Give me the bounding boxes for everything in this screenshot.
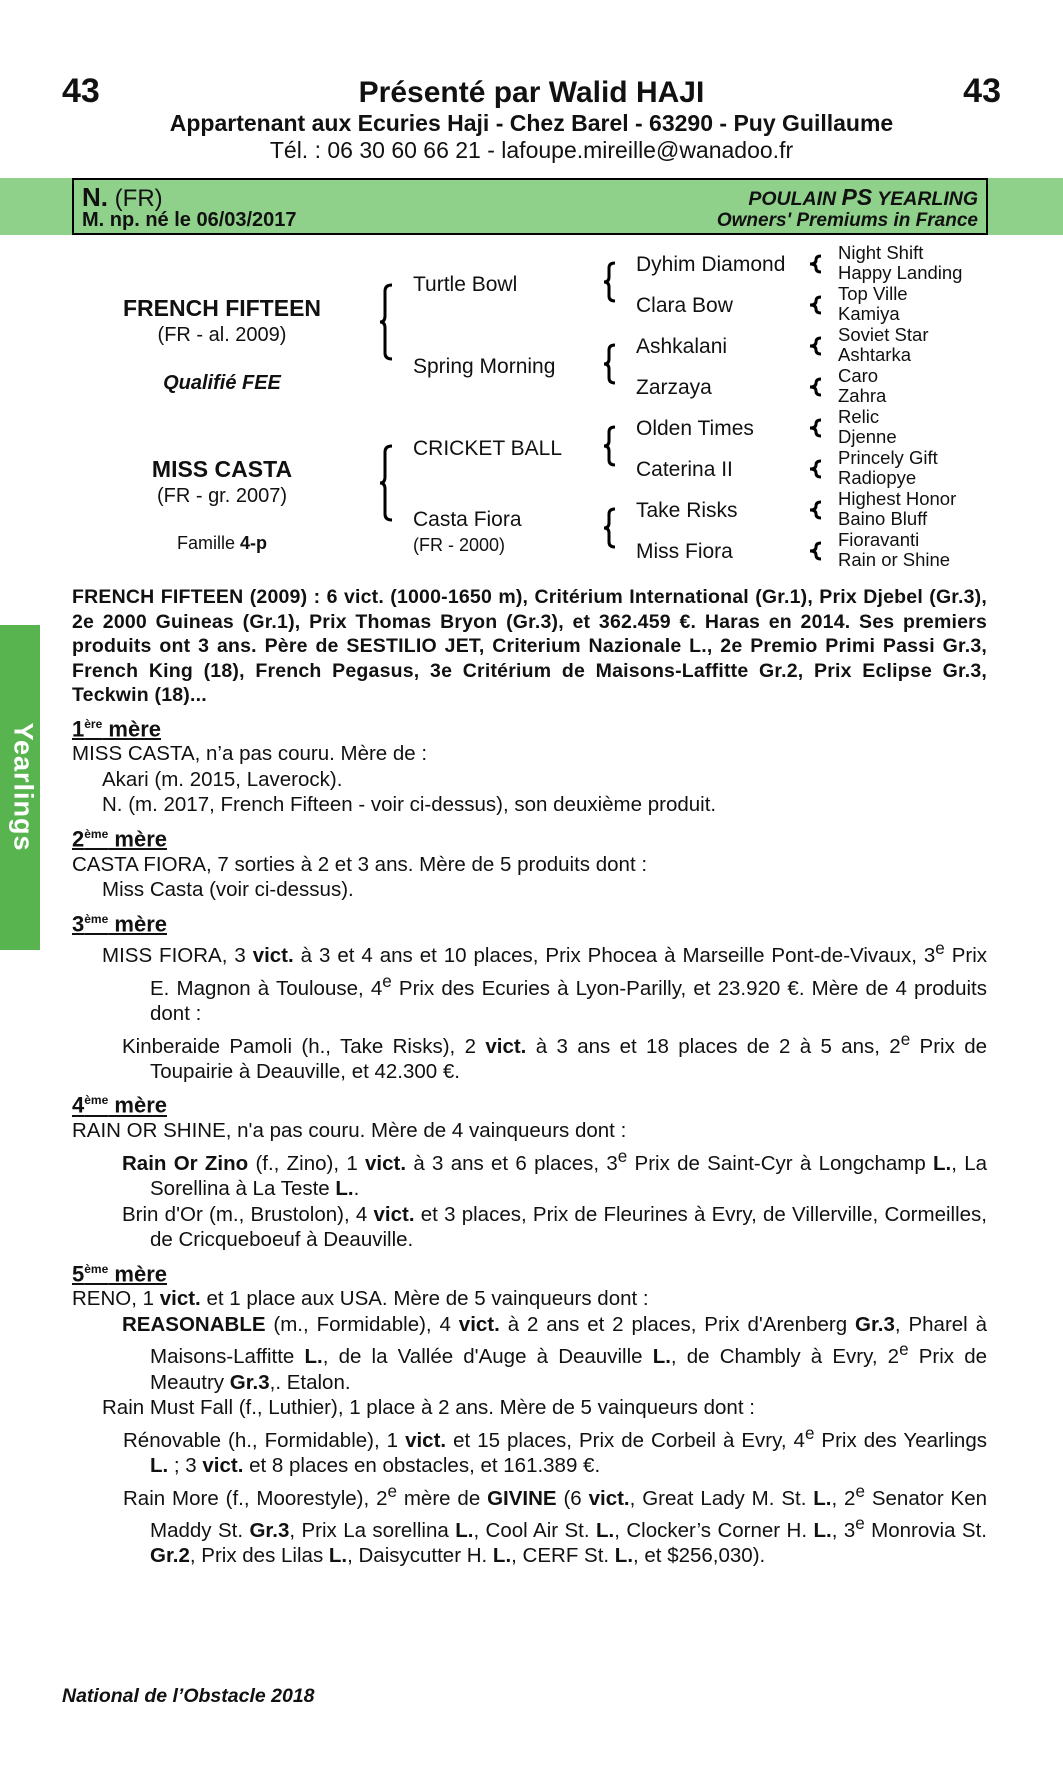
- first-dam-line: MISS CASTA, n’a pas couru. Mère de :: [72, 742, 428, 766]
- pedigree-sire-origin: (FR - al. 2009): [157, 324, 287, 346]
- pedigree-gen2-name: Spring Morning: [413, 355, 556, 378]
- owner-line: Appartenant aux Ecuries Haji - Chez Barel - 63290 - Puy Guillaume: [169, 110, 894, 136]
- pedigree-gen4-name: Relic: [838, 406, 880, 427]
- pedigree-gen4-name: Top Ville: [838, 283, 908, 304]
- pedigree-sire-note: Qualifié FEE: [163, 372, 281, 394]
- fifth-dam-heading: 5ème mère: [72, 1260, 167, 1286]
- pedigree-gen2-name: Turtle Bowl: [413, 273, 518, 296]
- pedigree-gen4-name: Baino Bluff: [838, 508, 928, 529]
- produce-entry: Kinberaide Pamoli (h., Take Risks), 2 vict. à 3 ans et 18 places de 2 à 5 ans, 2e Prix de Toupairie à Deauville, et 42.300 €.: [122, 1029, 988, 1083]
- side-tab-label: Yearlings: [8, 722, 39, 852]
- horse-category: [748, 184, 978, 211]
- category-suffix: YEARLING: [872, 188, 978, 210]
- horse-premiums: Owners' Premiums in France: [716, 210, 978, 231]
- pedigree-gen4-name: Princely Gift: [838, 447, 938, 468]
- pedigree-gen3-name: Olden Times: [636, 417, 754, 440]
- pedigree-gen3-name: Zarzaya: [636, 376, 712, 399]
- produce-entry: Miss Casta (voir ci-dessus).: [102, 878, 354, 902]
- pedigree-brace: [810, 377, 822, 397]
- produce-entry: Brin d'Or (m., Brustolon), 4 vict. et 3 places, Prix de Fleurines à Evry, de Villerville, Cormeilles, de Cricqueboeuf à Deauville.: [122, 1202, 987, 1252]
- third-dam-line: MISS FIORA, 3 vict. à 3 et 4 ans et 10 places, Prix Phocea à Marseille Pont-de-Vivaux, 3e Prix E. Magnon à Toulouse, 4e Prix des Ecuries à Lyon-Parilly, et 23.920 €. Mère de 4 produits dont :: [102, 939, 987, 1026]
- pedigree-gen3-name: Caterina II: [636, 458, 733, 481]
- horse-birth: M. np. né le 06/03/2017: [82, 209, 297, 231]
- page-title: Présenté par Walid HAJI: [358, 76, 705, 109]
- pedigree-gen2-name: CRICKET BALL: [413, 437, 562, 460]
- pedigree-gen4-name: Zahra: [838, 385, 887, 406]
- pedigree-gen4-name: Rain or Shine: [838, 549, 951, 570]
- fourth-dam-line: RAIN OR SHINE, n'a pas couru. Mère de 4 vainqueurs dont :: [72, 1119, 627, 1143]
- produce-entry: REASONABLE (m., Formidable), 4 vict. à 2 ans et 2 places, Prix d'Arenberg Gr.3, Pharel à Maisons-Laffitte L., de la Vallée d'Auge à Deauville L., de Chambly à Evry, 2e Prix de Meautry Gr.3,. Etalon.: [122, 1312, 988, 1394]
- fourth-dam-heading: 4ème mère: [72, 1092, 167, 1118]
- pedigree-gen3-name: Dyhim Diamond: [636, 253, 786, 276]
- family-value: 4-p: [240, 533, 267, 553]
- pedigree-brace: [604, 425, 616, 467]
- horse-identity-box: [72, 178, 988, 235]
- lot-number-right: 43: [963, 72, 1001, 110]
- pedigree-brace: [810, 295, 822, 315]
- pedigree-brace: [604, 343, 616, 385]
- pedigree-brace: [810, 254, 822, 274]
- pedigree-gen4-name: Ashtarka: [838, 344, 912, 365]
- horse-name: N.: [82, 182, 108, 212]
- second-dam-line: CASTA FIORA, 7 sorties à 2 et 3 ans. Mère de 5 produits dont :: [72, 852, 648, 876]
- pedigree-brace: [810, 336, 822, 356]
- horse-country: (FR): [114, 185, 163, 212]
- pedigree-gen4-name: Highest Honor: [838, 488, 957, 509]
- produce-entry: Rain Must Fall (f., Luthier), 1 place à 2 ans. Mère de 5 vainqueurs dont :: [102, 1396, 755, 1420]
- produce-entry: Akari (m. 2015, Laverock).: [102, 767, 343, 791]
- second-dam-heading: 2ème mère: [72, 826, 167, 852]
- pedigree-brace: [604, 261, 616, 303]
- sire-summary: FRENCH FIFTEEN (2009) : 6 vict. (1000-1650 m), Critérium International (Gr.1), Prix Djebel (Gr.3), 2e 2000 Guineas (Gr.1), Prix Thomas Bryon (Gr.3), et 362.459 €. Haras en 2014. Ses premiers produits ont 3 ans. Père de SESTILIO JET, Criterium Nazionale L., 2e Premio Primi Passi Gr.3, French King (18), French Pegasus, 3e Critérium de Maisons-Laffitte Gr.2, Prix Eclipse Gr.3, Teckwin (18)...: [72, 586, 987, 706]
- pedigree-notes: [72, 585, 987, 1569]
- pedigree-brace: [810, 500, 822, 520]
- pedigree-gen4-name: Caro: [838, 365, 879, 386]
- produce-entry: Rain More (f., Moorestyle), 2e mère de GIVINE (6 vict., Great Lady M. St. L., 2e Senator Ken Maddy St. Gr.3, Prix La sorellina L., Cool Air St. L., Clocker’s Corner H. L., 3e Monrovia St. Gr.2, Prix des Lilas L., Daisycutter H. L., CERF St. L., et $256,030).: [123, 1481, 987, 1568]
- pedigree-gen2-note: (FR - 2000): [413, 535, 506, 555]
- third-dam-heading: 3ème mère: [72, 910, 167, 936]
- pedigree-sire: FRENCH FIFTEEN: [122, 295, 322, 321]
- pedigree-brace: [380, 444, 394, 522]
- pedigree-gen3-name: Miss Fiora: [636, 540, 733, 563]
- pedigree-gen2-name: Casta Fiora: [413, 508, 522, 531]
- pedigree-gen4-name: Happy Landing: [838, 262, 963, 283]
- family-label: Famille: [176, 533, 240, 553]
- page-footer: National de l’Obstacle 2018: [62, 1685, 315, 1707]
- produce-entry: Rain Or Zino (f., Zino), 1 vict. à 3 ans et 6 places, 3e Prix de Saint-Cyr à Longchamp L., La Sorellina à La Teste L..: [122, 1146, 987, 1201]
- pedigree-gen4-name: Djenne: [838, 426, 897, 447]
- category-ps: PS: [841, 184, 873, 210]
- pedigree-brace: [380, 283, 394, 361]
- pedigree-brace: [810, 541, 822, 561]
- pedigree-gen3-name: Take Risks: [636, 499, 738, 522]
- pedigree-brace: [604, 507, 616, 549]
- pedigree-gen4-name: Radiopye: [838, 467, 917, 488]
- pedigree-gen4-name: Soviet Star: [838, 324, 929, 345]
- lot-number-left: 43: [62, 72, 100, 110]
- pedigree-brace: [810, 459, 822, 479]
- fifth-dam-line: RENO, 1 vict. et 1 place aux USA. Mère de 5 vainqueurs dont :: [72, 1287, 649, 1311]
- produce-entry: Rénovable (h., Formidable), 1 vict. et 15 places, Prix de Corbeil à Evry, 4e Prix des Yearlings L. ; 3 vict. et 8 places en obstacles, et 161.389 €.: [123, 1423, 987, 1478]
- pedigree-dam-origin: (FR - gr. 2007): [156, 485, 288, 507]
- category-prefix: POULAIN: [748, 188, 842, 210]
- first-dam-heading: 1ère mère: [72, 715, 161, 741]
- contact-line: Tél. : 06 30 60 66 21 - lafoupe.mireille@wanadoo.fr: [269, 137, 794, 163]
- pedigree-gen4-name: Kamiya: [838, 303, 900, 324]
- produce-entry: N. (m. 2017, French Fifteen - voir ci-dessus), son deuxième produit.: [102, 793, 717, 817]
- pedigree-dam: MISS CASTA: [151, 456, 293, 482]
- pedigree-brace: [810, 418, 822, 438]
- pedigree-gen4-name: Night Shift: [838, 242, 924, 263]
- pedigree-family: [112, 533, 332, 554]
- pedigree-gen4-name: Fioravanti: [838, 529, 920, 550]
- pedigree-gen3-name: Ashkalani: [636, 335, 728, 358]
- pedigree-gen3-name: Clara Bow: [636, 294, 733, 317]
